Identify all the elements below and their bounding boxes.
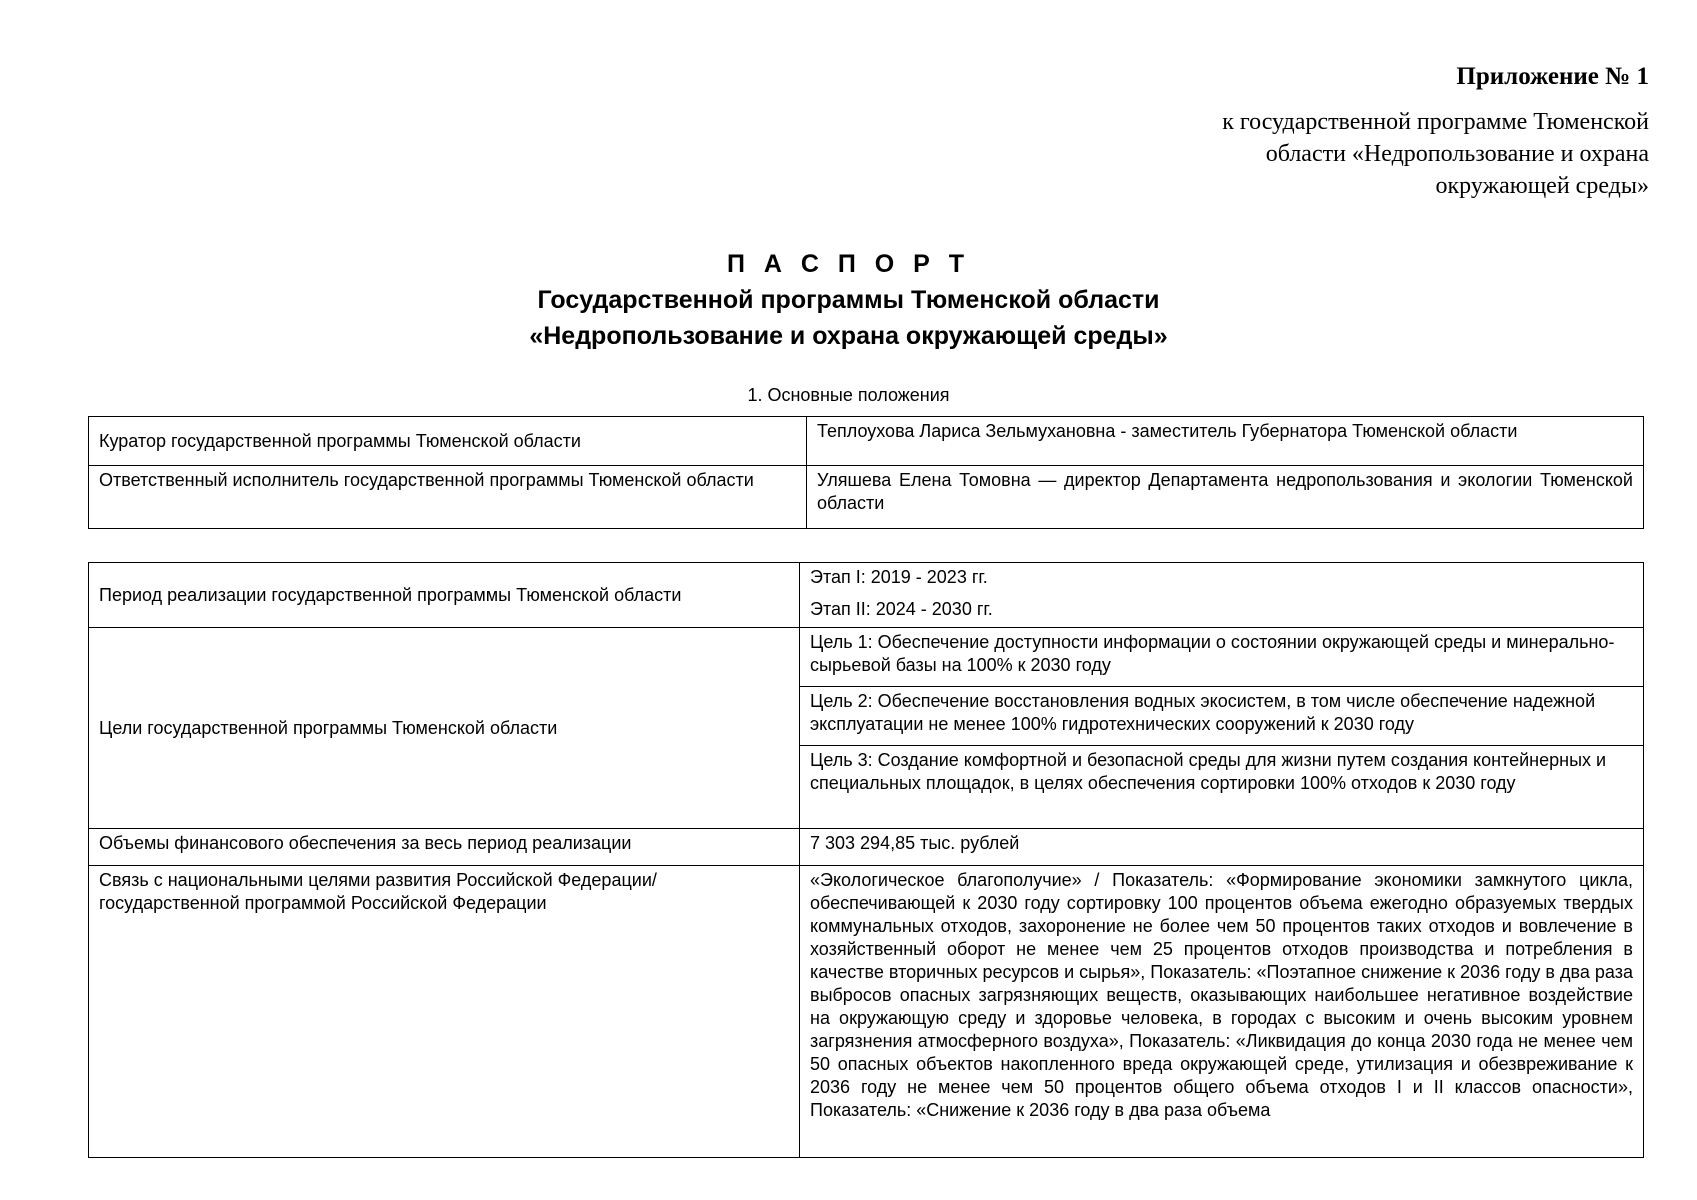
table-row bbox=[89, 466, 1644, 529]
goal-2: Цель 2: Обеспечение восстановления водных экосистем, в том числе обеспечение надежной эксплуатации не менее 100% гидротехнических сооружений к 2030 году bbox=[800, 687, 1644, 746]
goals-label: Цели государственной программы Тюменской области bbox=[89, 628, 800, 829]
passport-heading bbox=[0, 246, 1697, 354]
period-stage-2 bbox=[800, 595, 1644, 628]
passport-subtitle: Государственной программы Тюменской области bbox=[537, 286, 1160, 314]
executor-label: Ответственный исполнитель государственной программы Тюменской области bbox=[89, 466, 807, 529]
appendix-line: области «Недропользование и охрана bbox=[1265, 141, 1649, 167]
table-row bbox=[89, 628, 1644, 687]
goal-3: Цель 3: Создание комфортной и безопасной среды для жизни путем создания контейнерных и специальных площадок, в целях обеспечения сортировки 100% отходов к 2030 году bbox=[800, 746, 1644, 829]
goal-1: Цель 1: Обеспечение доступности информации о состоянии окружающей среды и минерально-сырьевой базы на 100% к 2030 году bbox=[800, 628, 1644, 687]
executor-value: Уляшева Елена Томовна — директор Департамента недропользования и экологии Тюменской области bbox=[807, 466, 1644, 529]
main-provisions-table bbox=[88, 416, 1644, 529]
appendix-line: к государственной программе Тюменской bbox=[1222, 109, 1649, 135]
table-row bbox=[89, 417, 1644, 466]
stage-1-text: Этап I: 2019 - 2023 гг. bbox=[810, 567, 988, 587]
national-goals-value: «Экологическое благополучие» / Показатель: «Формирование экономики замкнутого цикла, обеспечивающей к 2030 году сортировку 100 процентов объема ежегодно образуемых твердых коммунальных отходов, захоронение не более чем 50 процентов таких отходов и вовлечение в хозяйственный оборот не менее чем 25 процентов отходов производства и потребления в качестве вторичных ресурсов и сырья», Показатель: «Поэтапное снижение к 2036 году в два раза выбросов опасных загрязняющих веществ, оказывающих наибольшее негативное воздействие на окружающую среду и здоровье человека, в городах с высоким и очень высоким уровнем загрязнения атмосферного воздуха», Показатель: «Ликвидация до конца 2030 года не менее чем 50 опасных объектов накопленного вреда окружающей среде, утилизация и обезвреживание к 2036 году не менее чем 50 процентов общего объема отходов I и II классов опасности», Показатель: «Снижение к 2036 году в два раза объема bbox=[810, 870, 1633, 1120]
section-title: 1. Основные положения bbox=[747, 385, 950, 405]
stage-2-text: Этап II: 2024 - 2030 гг. bbox=[810, 599, 993, 619]
funding-value: 7 303 294,85 тыс. рублей bbox=[800, 829, 1644, 866]
table-row bbox=[89, 829, 1644, 866]
program-details-table bbox=[88, 562, 1644, 1158]
table-row bbox=[89, 866, 1644, 1158]
period-label: Период реализации государственной программы Тюменской области bbox=[89, 563, 800, 628]
curator-value: Теплоухова Лариса Зельмухановна - заместитель Губернатора Тюменской области bbox=[807, 417, 1644, 466]
funding-label: Объемы финансового обеспечения за весь период реализации bbox=[89, 829, 800, 866]
passport-program-name: «Недропользование и охрана окружающей среды» bbox=[529, 322, 1168, 350]
passport-title: П А С П О Р Т bbox=[726, 250, 971, 278]
curator-label: Куратор государственной программы Тюменской области bbox=[89, 417, 807, 466]
period-stage-1 bbox=[800, 563, 1644, 596]
national-goals-cell bbox=[800, 866, 1644, 1158]
appendix-title: Приложение № 1 bbox=[1456, 63, 1649, 90]
national-goals-label: Связь с национальными целями развития Российской Федерации/ государственной программой Российской Федерации bbox=[89, 866, 800, 1158]
table-row bbox=[89, 563, 1644, 596]
appendix-block bbox=[1089, 62, 1649, 202]
appendix-line: окружающей среды» bbox=[1435, 173, 1649, 199]
